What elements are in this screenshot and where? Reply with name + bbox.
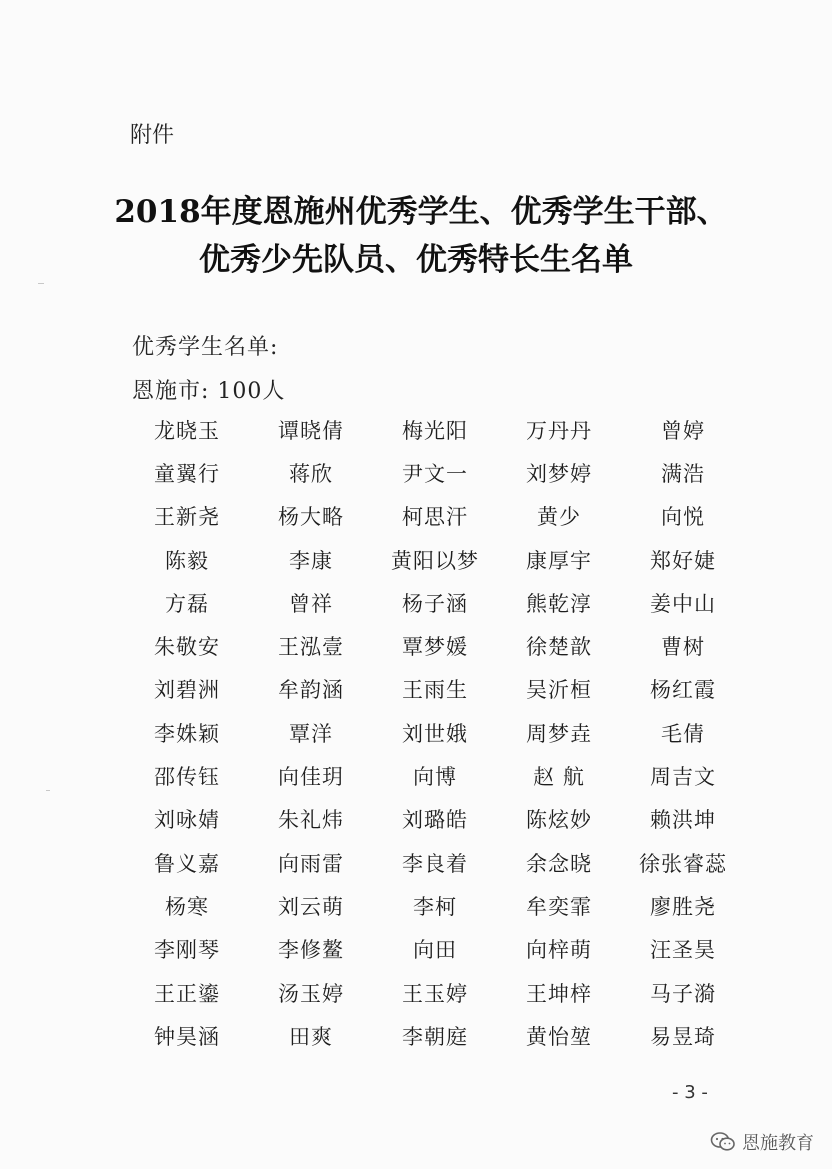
student-name: 满浩 xyxy=(661,461,705,486)
student-name: 陈毅 xyxy=(165,548,209,573)
names-grid xyxy=(125,408,745,1057)
subsection-heading: 恩施市: 100人 xyxy=(132,379,286,404)
document-title xyxy=(0,188,832,284)
student-name: 朱礼炜 xyxy=(278,808,344,833)
student-name: 向悦 xyxy=(661,505,705,530)
student-name: 吴沂桓 xyxy=(526,678,592,703)
student-name: 邵传钰 xyxy=(154,765,220,790)
student-name: 马子漪 xyxy=(650,981,716,1006)
student-name: 毛倩 xyxy=(661,721,705,746)
title-line-2: 优秀少先队员、优秀特长生名单 xyxy=(199,242,633,278)
scan-mark xyxy=(46,790,50,791)
student-name: 易昱琦 xyxy=(650,1024,716,1049)
student-name: 李康 xyxy=(289,548,333,573)
student-name: 杨红霞 xyxy=(650,678,716,703)
student-name: 田爽 xyxy=(289,1024,333,1049)
section-heading: 优秀学生名单: xyxy=(132,335,279,360)
student-name: 向佳玥 xyxy=(278,765,344,790)
student-name: 徐楚歆 xyxy=(526,635,592,660)
student-name: 王新尧 xyxy=(154,505,220,530)
student-name: 向博 xyxy=(413,765,457,790)
student-name: 李姝颖 xyxy=(154,721,220,746)
wechat-icon xyxy=(710,1131,736,1153)
student-name: 柯思汗 xyxy=(402,505,468,530)
student-name: 周吉文 xyxy=(650,765,716,790)
student-name: 尹文一 xyxy=(402,461,468,486)
student-name: 蒋欣 xyxy=(289,461,333,486)
student-name: 陈炫妙 xyxy=(526,808,592,833)
student-name: 曾祥 xyxy=(289,591,333,616)
student-name: 黄阳以梦 xyxy=(391,548,479,573)
student-name: 刘世娥 xyxy=(402,721,468,746)
student-name: 刘碧洲 xyxy=(154,678,220,703)
student-name: 赵 航 xyxy=(533,765,585,790)
student-name: 牟奕霏 xyxy=(526,894,592,919)
student-name: 李朝庭 xyxy=(402,1024,468,1049)
student-name: 牟韵涵 xyxy=(278,678,344,703)
student-name: 万丹丹 xyxy=(526,418,592,443)
student-name: 龙晓玉 xyxy=(154,418,220,443)
student-name: 李修鳌 xyxy=(278,938,344,963)
student-name: 杨大略 xyxy=(278,505,344,530)
student-name: 方磊 xyxy=(165,591,209,616)
student-name: 鲁义嘉 xyxy=(154,851,220,876)
student-name: 刘咏婧 xyxy=(154,808,220,833)
student-name: 李刚琴 xyxy=(154,938,220,963)
student-name: 覃梦媛 xyxy=(402,635,468,660)
student-name: 向田 xyxy=(413,938,457,963)
student-name: 向雨雷 xyxy=(278,851,344,876)
student-name: 钟昊涵 xyxy=(154,1024,220,1049)
student-name: 曾婷 xyxy=(661,418,705,443)
student-name: 周梦垚 xyxy=(526,721,592,746)
student-name: 黄少 xyxy=(537,505,581,530)
student-name: 余念晓 xyxy=(526,851,592,876)
student-name: 梅光阳 xyxy=(402,418,468,443)
student-name: 康厚宇 xyxy=(526,548,592,573)
student-name: 熊乾淳 xyxy=(526,591,592,616)
student-name: 王坤梓 xyxy=(526,981,592,1006)
student-name: 李良着 xyxy=(402,851,468,876)
watermark xyxy=(710,1129,814,1155)
attachment-label: 附件 xyxy=(130,123,175,148)
student-name: 李柯 xyxy=(413,894,457,919)
student-name: 姜中山 xyxy=(650,591,716,616)
student-name: 王玉婷 xyxy=(402,981,468,1006)
student-name: 黄怡堃 xyxy=(526,1024,592,1049)
student-name: 曹树 xyxy=(661,635,705,660)
student-name: 汤玉婷 xyxy=(278,981,344,1006)
student-name: 谭晓倩 xyxy=(278,418,344,443)
student-name: 朱敬安 xyxy=(154,635,220,660)
student-name: 刘云萌 xyxy=(278,894,344,919)
watermark-text: 恩施教育 xyxy=(742,1133,814,1154)
page-number: - 3 - xyxy=(672,1082,708,1103)
student-name: 童翼行 xyxy=(154,461,220,486)
student-name: 向梓萌 xyxy=(526,938,592,963)
student-name: 王雨生 xyxy=(402,678,468,703)
student-name: 刘梦婷 xyxy=(526,461,592,486)
student-name: 王泓壹 xyxy=(278,635,344,660)
student-name: 刘璐皓 xyxy=(402,808,468,833)
student-name: 郑好婕 xyxy=(650,548,716,573)
student-name: 覃洋 xyxy=(289,721,333,746)
student-name: 王正鎏 xyxy=(154,981,220,1006)
student-name: 徐张睿蕊 xyxy=(639,851,727,876)
student-name: 廖胜尧 xyxy=(650,894,716,919)
student-name: 杨子涵 xyxy=(402,591,468,616)
title-line-1: 2018年度恩施州优秀学生、优秀学生干部、 xyxy=(114,194,728,230)
student-name: 汪圣昊 xyxy=(650,938,716,963)
student-name: 赖洪坤 xyxy=(650,808,716,833)
student-name: 杨寒 xyxy=(165,894,209,919)
